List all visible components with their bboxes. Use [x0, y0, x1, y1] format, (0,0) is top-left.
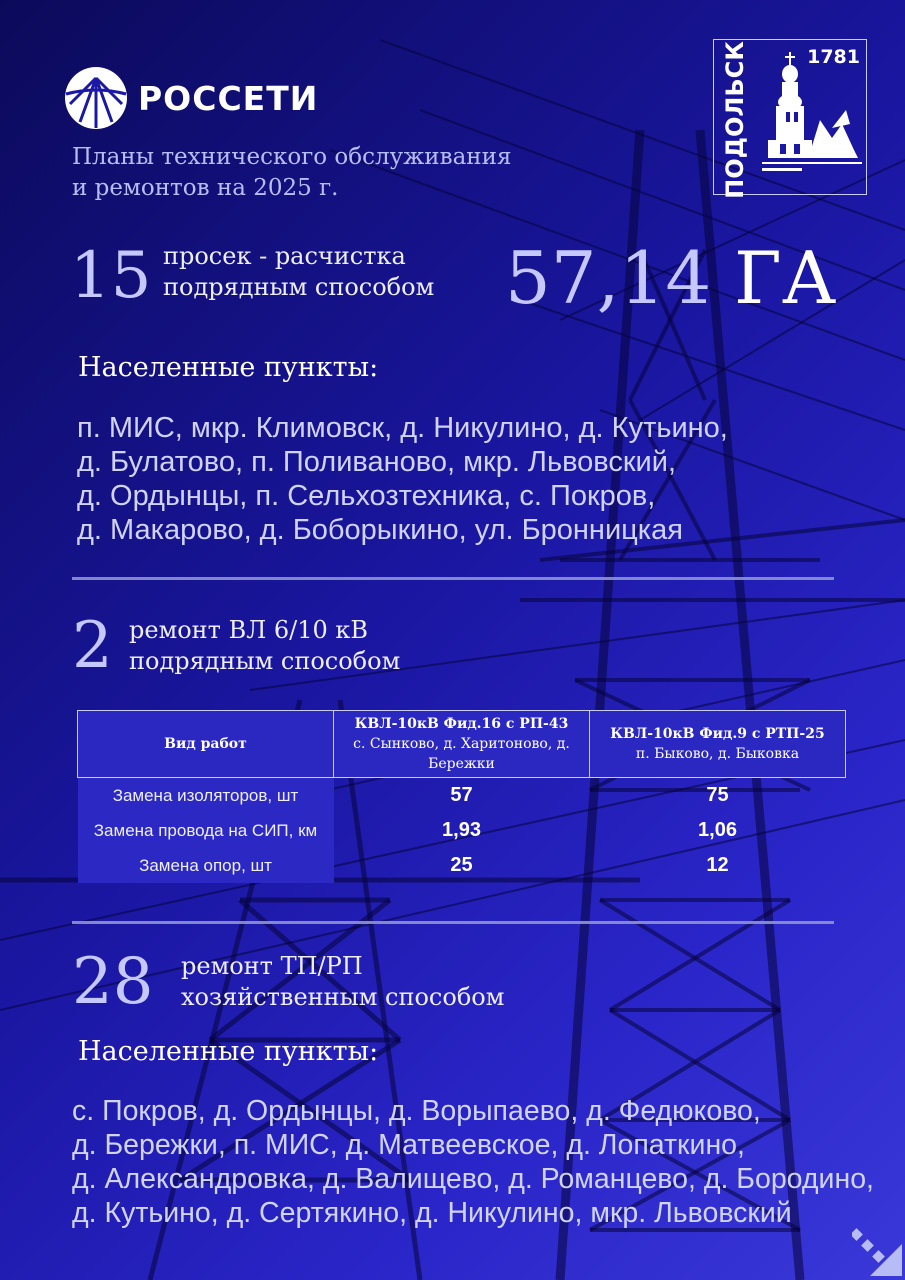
area-unit: ГА: [734, 236, 837, 320]
settlements-title-2: Населенные пункты:: [78, 1036, 379, 1067]
table-row: [78, 848, 846, 883]
row-value-col2: 1,06: [698, 819, 737, 841]
settlements-1-line-4: д. Макарово, д. Боборыкино, ул. Бронницкая: [77, 514, 683, 546]
page-subtitle: [72, 142, 632, 204]
settlements-2-line-3: д. Александровка, д. Валищево, д. Романцево, д. Бородино,: [72, 1163, 874, 1195]
rosseti-logo: [62, 64, 318, 132]
substations-desc-line-1: ремонт ТП/РП: [181, 952, 363, 980]
rosseti-logo-icon: [62, 64, 130, 132]
substations-count: 28: [72, 945, 154, 1019]
settlements-2-line-4: д. Кутьино, д. Сертякино, д. Никулино, мкр. Львовский: [72, 1197, 792, 1229]
section-divider: [72, 921, 834, 924]
clearings-count: 15: [70, 239, 152, 313]
row-value-col2: 12: [706, 854, 729, 876]
clearings-description: [163, 241, 434, 303]
repairs-count: 2: [72, 609, 113, 683]
row-value-col1: 57: [450, 784, 473, 806]
table-row: [78, 813, 846, 848]
substations-description: [181, 951, 504, 1013]
table-header-row: [78, 711, 846, 778]
subtitle-line-1: Планы технического обслуживания: [72, 144, 512, 170]
subtitle-line-2: и ремонтов на 2025 г.: [72, 175, 339, 201]
col1-title: КВЛ-10кВ Фид.16 с РП-43: [354, 716, 569, 732]
settlements-1-line-2: д. Булатово, п. Поливаново, мкр. Львовский,: [77, 446, 677, 478]
substations-desc-line-2: хозяйственным способом: [181, 983, 505, 1011]
header-col2: [590, 711, 846, 778]
settlements-title-1: Населенные пункты:: [78, 352, 379, 383]
col2-title: КВЛ-10кВ Фид.9 с РТП-25: [610, 726, 825, 742]
row-label: Замена опор, шт: [78, 848, 334, 883]
settlements-2-line-1: с. Покров, д. Ордынцы, д. Ворыпаево, д. Федюково,: [72, 1095, 761, 1127]
row-value-col1: 1,93: [442, 819, 481, 841]
brand-name: РОССЕТИ: [138, 78, 319, 118]
clearings-area: [505, 236, 836, 320]
col1-subtitle: с. Сынково, д. Харитоново, д. Бережки: [353, 736, 570, 772]
section-divider: [72, 577, 834, 580]
settlements-1-line-1: п. МИС, мкр. Климовск, д. Никулино, д. Кутьино,: [77, 412, 728, 444]
row-value-col2: 75: [706, 784, 729, 806]
header-col1: [334, 711, 590, 778]
clearings-desc-line-1: просек - расчистка: [163, 242, 406, 270]
row-label: Замена провода на СИП, км: [78, 813, 334, 848]
podolsk-emblem: [713, 39, 867, 199]
header-work-type: Вид работ: [78, 711, 334, 778]
settlements-2-line-2: д. Бережки, п. МИС, д. Матвеевское, д. Лопаткино,: [72, 1129, 745, 1161]
repairs-desc-line-2: подрядным способом: [129, 647, 401, 675]
arrow-down-right-icon: [852, 1224, 902, 1276]
emblem-year: 1781: [807, 46, 860, 68]
church-icon: [758, 50, 864, 192]
clearings-desc-line-2: подрядным способом: [163, 273, 435, 301]
repairs-desc-line-1: ремонт ВЛ 6/10 кВ: [129, 616, 369, 644]
settlements-list-2: [72, 1094, 874, 1230]
works-table: [77, 710, 845, 883]
table-row: [78, 778, 846, 814]
emblem-city: ПОДОЛЬСК: [721, 41, 749, 199]
row-label: Замена изоляторов, шт: [78, 778, 334, 814]
repairs-description: [129, 615, 400, 677]
row-value-col1: 25: [450, 854, 473, 876]
area-value: 57,14: [505, 236, 712, 320]
settlements-1-line-3: д. Ордынцы, п. Сельхозтехника, с. Покров,: [77, 480, 656, 512]
settlements-list-1: [77, 411, 728, 547]
col2-subtitle: п. Быково, д. Быковка: [635, 746, 800, 762]
